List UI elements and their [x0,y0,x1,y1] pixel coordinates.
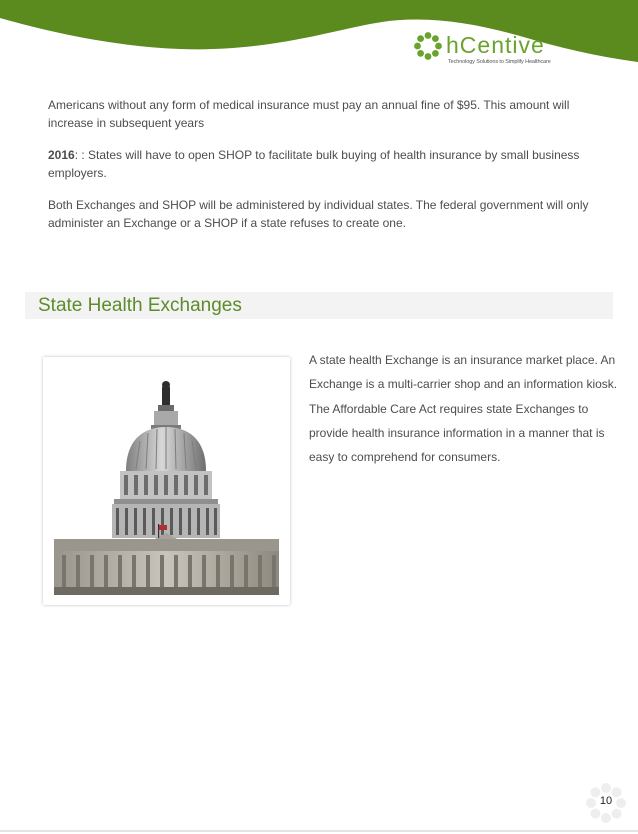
page-number-badge [586,783,626,823]
section-title: State Health Exchanges [38,295,242,316]
logo-wordmark: hCentive [446,32,545,58]
capitol-building-photo [54,369,279,595]
capitol-photo-card [43,357,290,605]
section-description: A state health Exchange is an insurance market place. An Exchange is a multi-carrier shop and an information kiosk. The Affordable Care Act requires state Exchanges to provide health insurance information in a manner that is easy to comprehend for consumers. [309,353,618,465]
page-number: 10 [599,795,613,807]
section-header [25,292,613,319]
paragraph-administration: Both Exchanges and SHOP will be administered by individual states. The federal government will only administer an Exchange or a SHOP if a state refuses to create one. [48,198,589,230]
hcentive-logo [413,31,573,71]
paragraph-fine: Americans without any form of medical insurance must pay an annual fine of $95. This amount will increase in subsequent years [48,98,570,130]
paragraph-2016-text: : : States will have to open SHOP to facilitate bulk buying of health insurance by small business employers. [48,148,580,180]
logo-tagline: Technology Solutions to Simplify Healthcare [448,59,551,65]
logo-flower-icon [413,31,443,61]
page-bottom-rule [0,830,638,832]
paragraph-2016-label: 2016 [48,148,75,162]
paragraph-2016 [48,146,613,182]
